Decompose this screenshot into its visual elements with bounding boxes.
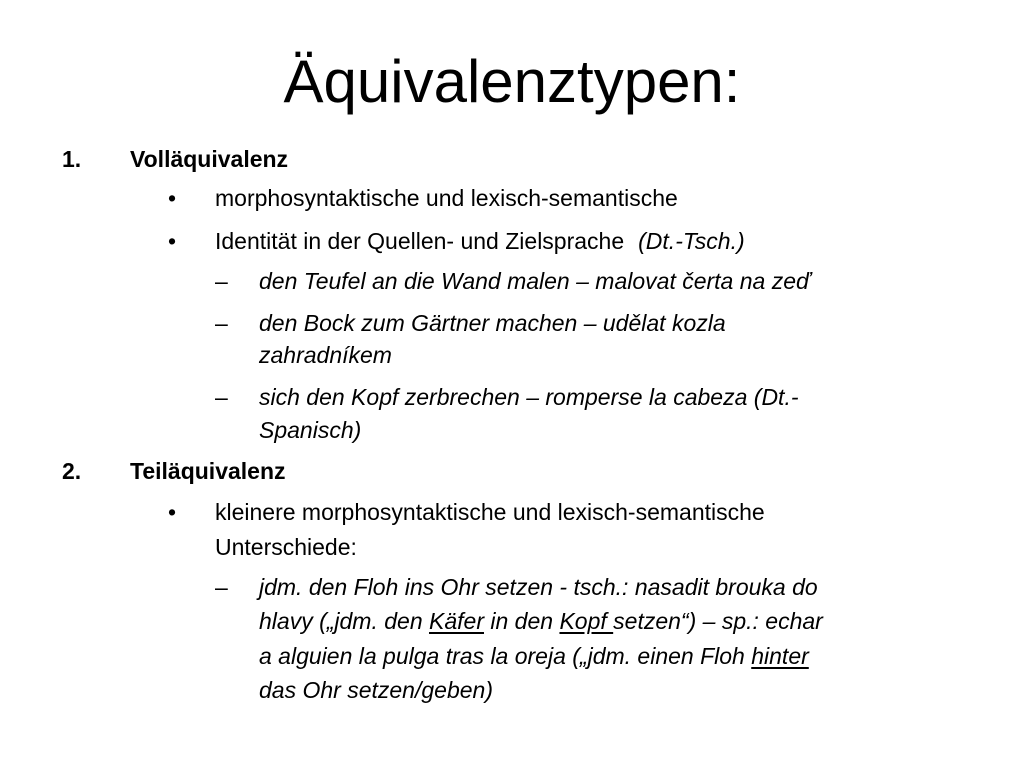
dash-marker: – — [215, 310, 228, 336]
text-run: hlavy („jdm. den — [259, 608, 430, 634]
text-run: in den — [484, 608, 560, 634]
section-heading: Teiläquivalenz — [130, 458, 286, 484]
underlined-word: Käfer — [429, 608, 484, 634]
text-run: a alguien la pulga tras la oreja („jdm. einen Floh — [259, 643, 752, 669]
example-text-continued — [259, 641, 809, 671]
example-text-continued: das Ohr setzen/geben) — [259, 677, 493, 703]
example-text: den Bock zum Gärtner machen – udělat kozla — [259, 310, 726, 336]
example-text: jdm. den Floh ins Ohr setzen - tsch.: nasadit brouka do — [259, 574, 818, 600]
language-note: (Dt.-Tsch.) — [638, 228, 745, 254]
section-heading: Volläquivalenz — [130, 146, 289, 172]
slide-title: Äquivalenztypen: — [283, 48, 741, 115]
example-text: den Teufel an die Wand malen – malovat čerta na zeď — [259, 268, 811, 294]
section-number: 2. — [62, 458, 82, 484]
bullet-main-text: Identität in der Quellen- und Zielsprache — [215, 228, 625, 254]
bullet-text-continued: Unterschiede: — [215, 534, 357, 560]
bullet-text: morphosyntaktische und lexisch-semantische — [215, 185, 678, 211]
underlined-word: Kopf — [559, 608, 614, 634]
example-text-continued — [259, 606, 823, 636]
section-number: 1. — [62, 146, 82, 172]
dash-marker: – — [215, 384, 228, 410]
bullet-marker: • — [168, 185, 177, 211]
example-text-continued: Spanisch) — [259, 417, 362, 443]
underlined-word: hinter — [751, 643, 809, 669]
bullet-text — [215, 226, 745, 256]
example-text: sich den Kopf zerbrechen – romperse la cabeza (Dt.- — [259, 384, 799, 410]
dash-marker: – — [215, 268, 228, 294]
bullet-text: kleinere morphosyntaktische und lexisch-semantische — [215, 499, 765, 525]
text-run: setzen“) – sp.: echar — [613, 608, 823, 634]
dash-marker: – — [215, 574, 228, 600]
bullet-marker: • — [168, 499, 177, 525]
example-text-continued: zahradníkem — [259, 342, 392, 368]
bullet-marker: • — [168, 228, 177, 254]
